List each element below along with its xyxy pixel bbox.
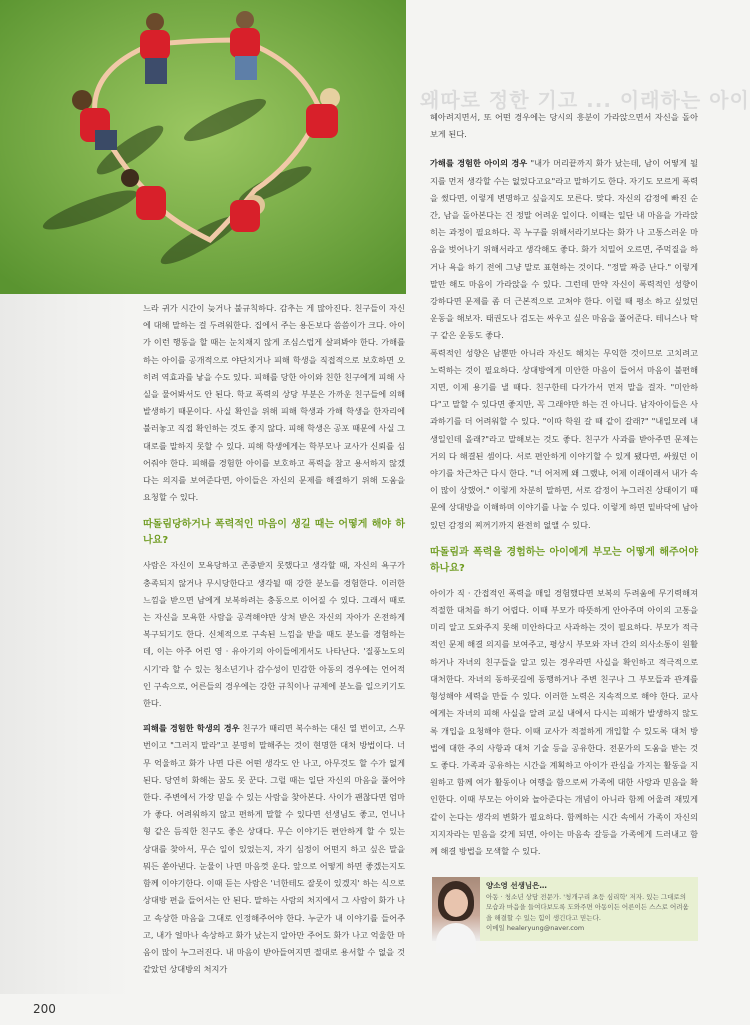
paragraph: 아이가 직 · 간접적인 폭력을 매일 경험했다면 보복의 두려움에 무기력해져 적절한 대처를 하기 어렵다. 이때 부모가 따뜻하게 안아주며 아이의 고통을 미리 알고 도와주지 못해 미안하다고 사과하는 것이 필요하다. 부모가 적극적인 문제 해결 의지를 보여주고, 평상시 부모와 자녀 간의 의사소통이 원활하거나 자녀의 친구들을 알고 있는 경우라면 사실을 확인하고 적극적으로 대처한다. 자녀의 동하굣길에 동행하거나 주변 친구나 그 부모들과 관계를 형성해야 세력을 만들 수 있다. 이러한 노력은 지속적으로 해야 한다. 교사에게는 자녀의 피해 사실을 알려 교실 내에서 다시는 피해가 발생하지 않도록 개입을 요청해야 한다. 이때 교사가 적절하게 개입할 수 있도록 대처 방법에 대한 주의 사항과 대처 기술 등을 공유한다. 전문가의 도움을 받는 것도 좋다. 가족과 공유하는 시간을 계획하고 아이가 관심을 가지는 활동을 지원하고 함께 여가 활동이나 여행을 함으로써 가족에 대한 사랑과 믿음을 확인한다. 이때 부모는 아이와 놀아준다는 개념이 아니라 함께 어울려 재밌게 같이 논다는 생각의 변화가 필요하다. 함께하는 시간 속에서 가족이 자신의 지지자라는 믿음을 갖게 되면, 아이는 마음속 갈등을 가족에게 드러내고 함께 해결 방법을 모색할 수 있다. (430, 587, 698, 856)
children-circle-photo (0, 0, 406, 294)
paragraph (143, 720, 405, 978)
right-text-column (430, 109, 698, 860)
paragraph: 폭력적인 성향은 남뿐만 아니라 자신도 해치는 무익한 것이므로 고치려고 노력하는 것이 필요하다. 상대방에게 미안한 마음이 들어서 마음이 불편해지면, 이제 용기를 낼 때다. 친구한테 다가가서 먼저 말을 걸자. "미안하다"고 말할 수 있다면 좋지만, 꼭 그래야만 하는 건 아니다. 남자아이들은 사과하기를 더 어려워할 수 있다. "이따 학원 갈 때 같이 갈래?" "내일모레 내 생일인데 올래?"라고 말해보는 것도 좋다. 친구가 사과를 받아주면 문제는 거의 다 해결된 셈이다. 서로 편안하게 이야기할 수 있게 됐다면, 싸웠던 이야기를 차근차근 다시 한다. "너 어저께 왜 그랬냐, 어제 이래이래서 내가 속이 많이 상했어." 이렇게 차분히 말하면, 서로 감정이 누그러진 상태이기 때문에 상대방을 이해하며 이야기를 나눌 수 있다. 이렇게 하면 밑바닥에 남아 있던 감정의 찌꺼기까지 완전히 없앨 수 있다. (430, 347, 698, 530)
page-number: 200 (33, 1002, 56, 1016)
author-info (480, 877, 698, 941)
faded-heading-behind: 왜따로 정한 기고 ... 이래하는 아이 (420, 88, 750, 112)
children-holding-hands-illustration (0, 0, 406, 294)
author-box (432, 877, 698, 941)
author-bio: 아동 · 청소년 상담 전문가. '청개구리 초등 심리학' 저자. 있는 그대로의 모습과 마음을 들여다보도록 도와주면 아동이든 어른이든 스스로 어려움을 해결할 수 있는 힘이 생긴다고 믿는다. (486, 892, 689, 922)
bold-lead: 가해를 경험한 아이의 경우 (430, 158, 528, 169)
paragraph: 사람은 자신이 모욕당하고 존중받지 못했다고 생각할 때, 자신의 욕구가 충족되지 않거나 무시당한다고 생각될 때 강한 분노를 경험한다. 이러한 느낌을 받으면 남에게 보복하려는 충동으로 이어질 수 있다. 그래서 때로는 자신을 모욕한 사람을 공격해야만 상처 받은 자신의 자아가 온전하게 복구되기도 한다. 신체적으로 구속된 느낌을 받을 때도 분노를 경험하는데, 이는 아주 어린 영 · 유아기의 아이들에게서도 나타난다. '질풍노도의 시기'라 할 수 있는 청소년기나 감수성이 민감한 아동의 경우에는 언어적인 구속으로, 어른들의 경우에는 강한 규칙이나 규제에 분노를 일으키기도 한다. (143, 560, 405, 709)
left-margin-shade (0, 294, 135, 994)
section-heading: 따돌림과 폭력을 경험하는 아이에게 부모는 어떻게 해주어야 하나요? (430, 546, 698, 574)
paragraph: 헤아려지면서, 또 어떤 경우에는 당시의 흥분이 가라앉으면서 자신을 돌아보게 된다. (430, 112, 698, 140)
paragraph-text: 친구가 때리면 복수하는 대신 열 번이고, 스무 번이고 "그러지 말라"고 분명히 말해주는 것이 현명한 대처 방법이다. 너무 억울하고 화가 나면 다른 어떤 생각도 안 나고, 아무것도 할 수가 없게 된다. 당연히 화해는 꿈도 못 꾼다. 그럴 때는 일단 자신의 마음을 풀어야 한다. 주변에서 가장 믿을 수 있는 사람을 찾아본다. 사이가 괜찮다면 엄마가 좋다. 어려워하지 않고 편하게 말할 수 있다면 선생님도 좋고, 언니나 형 같은 듬직한 친구도 좋은 상대다. 무슨 이야기든 편안하게 할 수 있는 상대를 찾아서, 무슨 일이 있었는지, 자기 심정이 어떤지 하고 싶은 말을 뭐든 쏟아낸다. 눈물이 나면 마음껏 운다. 앞으로 어떻게 하면 좋겠는지도 함께 이야기한다. 이때 듣는 사람은 '너한테도 잘못이 있겠지' 하는 식으로 상대방 편을 들어서는 안 된다. 말하는 사람의 처지에서 그 사람이 화가 나고 속상한 마음을 그대로 인정해주어야 한다. 누군가 내 이야기를 들어주고, 내가 얼마나 속상하고 화가 났는지 알아만 주어도 화가 나고 억울한 마음이 많이 누그러진다. 내 마음이 받아들여지면 절대로 용서할 수 없을 것 같았던 상대방의 처지가 (143, 723, 405, 975)
author-name: 양소영 선생님은… (486, 881, 547, 890)
author-photo (432, 877, 480, 941)
left-text-column (143, 300, 405, 978)
author-email: 이메일 healeryung@naver.com (486, 924, 585, 932)
paragraph: 느라 귀가 시간이 늦거나 불규칙하다. 감추는 게 많아진다. 친구들이 자신에 대해 말하는 걸 두려워한다. 집에서 주는 용돈보다 씀씀이가 크다. 아이가 이런 행동을 할 때는 눈치채지 않게 조심스럽게 살펴봐야 한다. 가해를 하는 아이를 공개적으로 야단치거나 피해 학생을 직접적으로 보호하면 오히려 역효과를 낳을 수도 있다. 피해를 당한 아이와 친한 친구에게 피해 사실을 물어봐서도 안 된다. 학교 폭력의 상당 부분은 가까운 친구들에 의해 발생하기 때문이다. 사실 확인을 위해 피해 학생과 가해 학생을 한자리에 불러놓고 직접 확인하는 것도 좋지 않다. 피해 학생은 공포 때문에 사실 그대로를 말하지 못할 수 있다. 피해 학생에게는 학부모나 교사가 신뢰를 심어줘야 한다. 피해를 경험한 아이를 보호하고 폭력을 참고 용서하지 않겠다는 의지를 보여준다면, 아이들은 자신의 문제를 해결하기 위해 도움을 요청할 수 있다. (143, 303, 405, 503)
bold-lead: 피해를 경험한 학생의 경우 (143, 723, 240, 734)
paragraph (430, 155, 698, 344)
section-heading: 따돌림당하거나 폭력적인 마음이 생길 때는 어떻게 해야 하나요? (143, 519, 405, 547)
paragraph-text: "내가 머리끝까지 화가 났는데, 남이 어떻게 될지를 먼저 생각할 수는 없었다고요"라고 말하기도 한다. 자기도 모르게 폭력을 썼다면, 이렇게 변명하고 싶을지도 모른다. 맞다. 자신의 감정에 빠진 순간, 남을 돌아본다는 건 정말 어려운 일이다. 이때는 일단 내 마음을 가라앉히는 과정이 필요하다. 꼭 누구를 위해서라기보다는 화가 나 고통스러운 마음을 벗어나기 위해서라고 생각해도 좋다. 화가 치밀어 오르면, 주먹질을 하거나 욕을 하기 전에 그냥 말로 표현하는 것이다. "정말 짜증 난다." 이렇게 말만 해도 마음이 가라앉을 수 있다. 그런데 만약 자신이 폭력적인 성향이 강하다면 문제를 좀 더 근본적으로 고쳐야 한다. 이럴 때 평소 하고 싶었던 운동을 해보자. 태권도나 검도는 싸우고 싶은 마음을 풀어준다. 테니스나 탁구 같은 운동도 좋다. (430, 158, 698, 341)
